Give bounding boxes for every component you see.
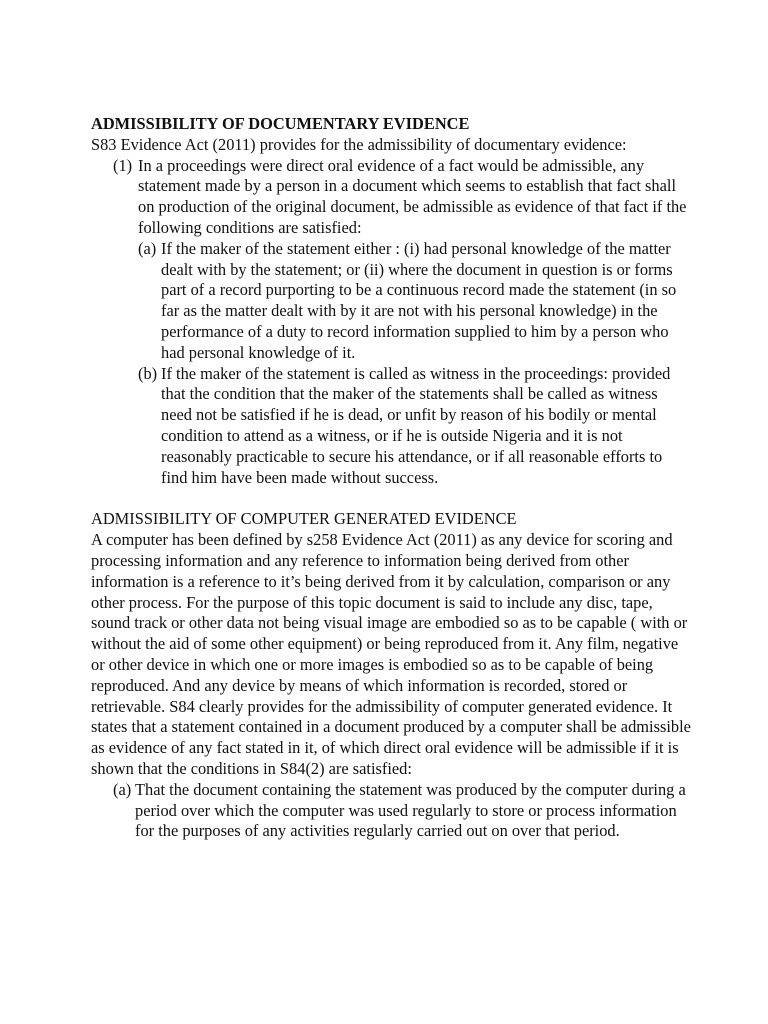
sublist-item-b [138,364,691,489]
list-item-text: That the document containing the statement was produced by the computer during a period over which the computer was used regularly to store or process information for the purposes of any activities regularly carried out on over that period. [135,779,686,841]
list-marker: (a) [113,779,132,799]
sublist-item-text: If the maker of the statement is called as witness in the proceedings: provided that the condition that the maker of the statements shall be called as witness need not be satisfied if he is dead, or unfit by reason of his bodily or mental condition to attend as a witness, or if he is outside Nigeria and it is not reasonably practicable to secure his attendance, or if all reasonable efforts to find him have been made without success. [161,363,671,487]
list-item-a [91,780,691,842]
section-intro: S83 Evidence Act (2011) provides for the admissibility of documentary evidence: [91,134,627,154]
paragraph-gap [91,488,691,509]
document-page [91,114,691,842]
section-heading-computer: ADMISSIBILITY OF COMPUTER GENERATED EVIDENCE [91,509,517,529]
section-heading-documentary: ADMISSIBILITY OF DOCUMENTARY EVIDENCE [91,114,470,133]
list-marker: (1) [113,155,133,175]
list-item-1 [91,156,691,489]
sublist-marker: (b) [138,363,158,383]
list-item-text: In a proceedings were direct oral evidence of a fact would be admissible, any statement made by a person in a document which seems to establish that fact shall on production of the original document, be admissible as evidence of that fact if the following conditions are satisfied: [138,155,687,237]
sublist-item-a [138,239,691,364]
list-item-body [138,156,691,489]
section-paragraph: A computer has been defined by s258 Evidence Act (2011) as any device for scoring and processing information and any reference to information being derived from other information is a reference to it’s being derived from it by calculation, comparison or any other process. For the purpose of this topic document is said to include any disc, tape, sound track or other data not being visual image are embodied so as to be capable ( with or without the aid of some other equipment) or being reproduced from it. Any film, negative or other device in which one or more images is embodied so as to be capable of being reproduced. And any device by means of which information is recorded, stored or retrievable. S84 clearly provides for the admissibility of computer generated evidence. It states that a statement contained in a document produced by a computer shall be admissible as evidence of any fact stated in it, of which direct oral evidence will be admissible if it is shown that the conditions in S84(2) are satisfied: [91,530,691,778]
sublist-marker: (a) [138,238,157,258]
sublist-item-text: If the maker of the statement either : (i) had personal knowledge of the matter dealt with by the statement; or (ii) where the document in question is or forms part of a record purporting to be a continuous record made the statement (in so far as the matter dealt with by it are not with his personal knowledge) in the performance of a duty to record information supplied to him by a person who had personal knowledge of it. [161,238,677,362]
